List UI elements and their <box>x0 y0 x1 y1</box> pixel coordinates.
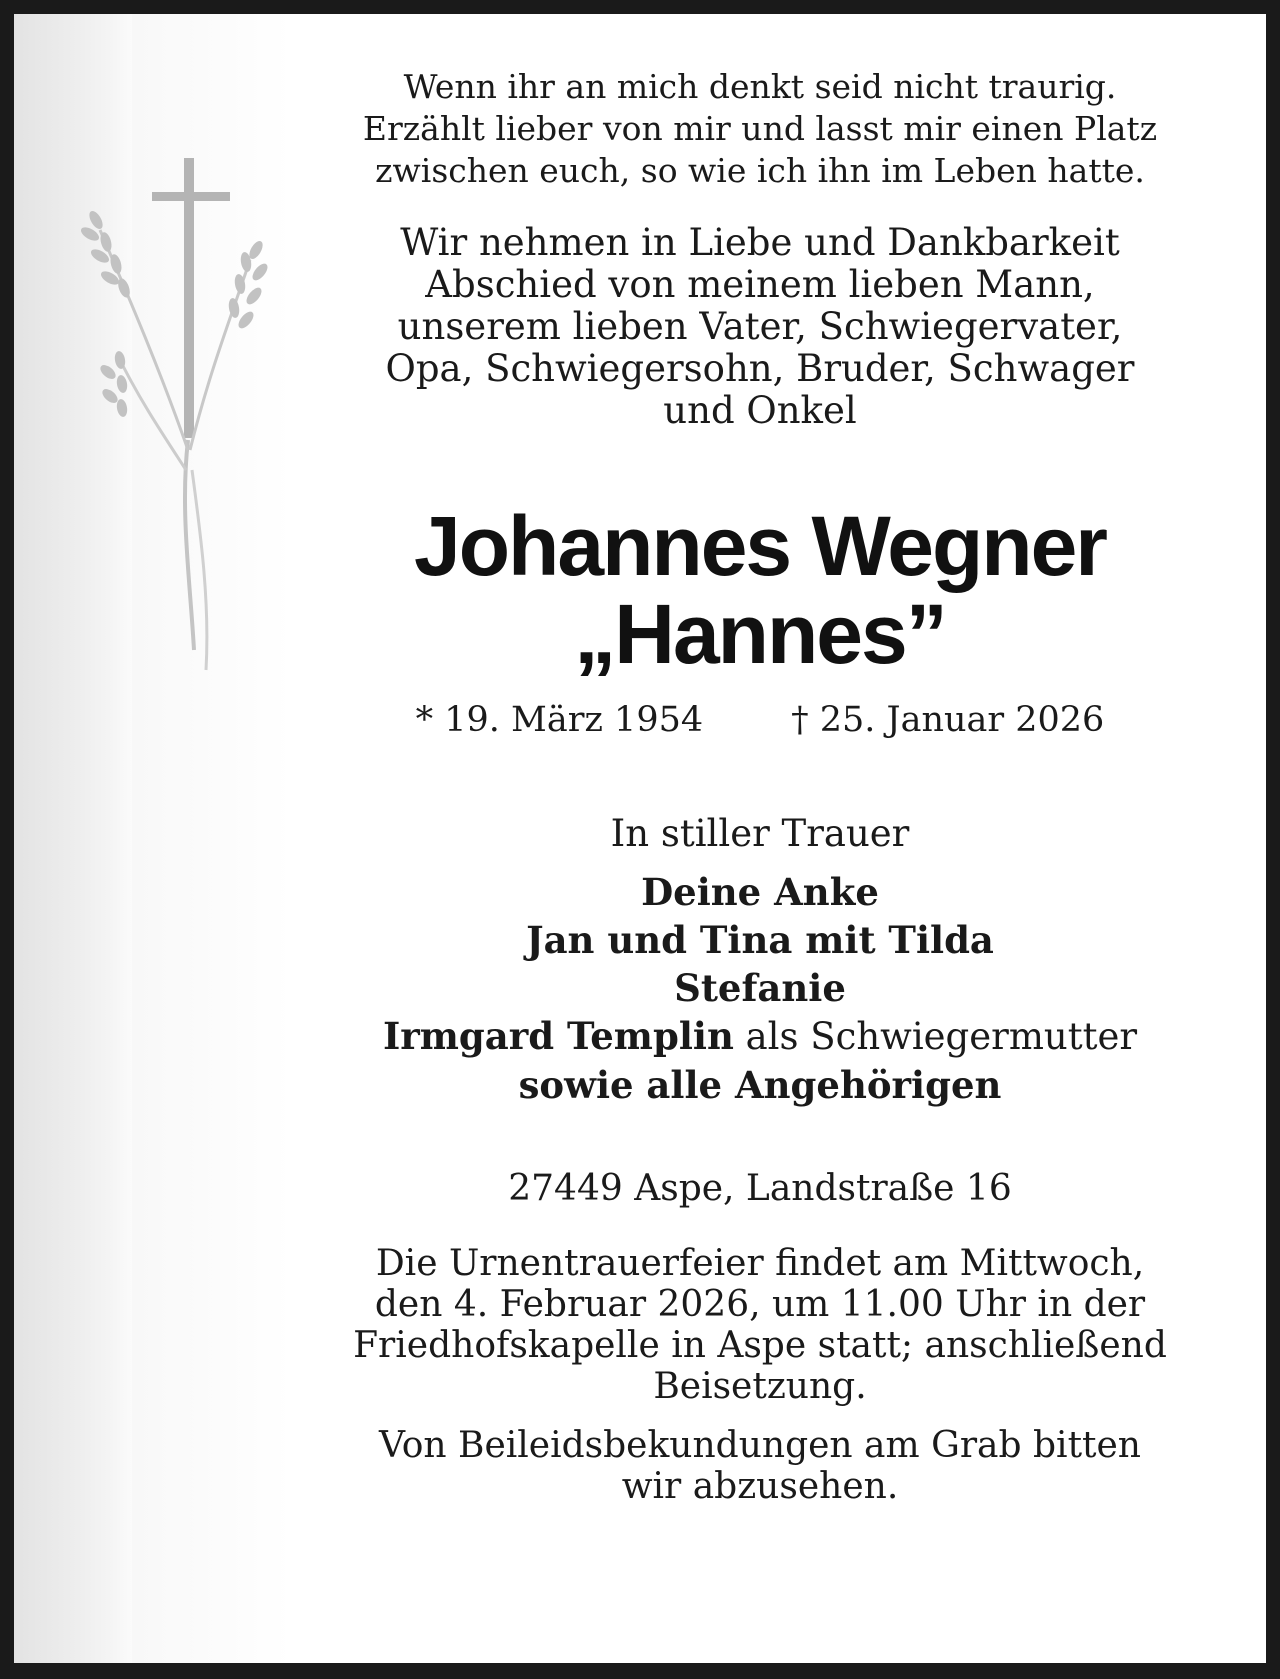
service-line: den 4. Februar 2026, um 11.00 Uhr in der <box>374 1284 1146 1325</box>
mourner-with-role <box>300 1012 1220 1061</box>
notice-content <box>300 66 1220 1507</box>
mourning-label: In stiller Trauer <box>610 812 910 855</box>
intro-line: und Onkel <box>663 389 857 432</box>
death-date: † 25. Januar 2026 <box>791 700 1105 740</box>
mourner-name: Irmgard Templin <box>382 1014 734 1058</box>
service-line: Friedhofskapelle in Aspe statt; anschließend <box>353 1325 1167 1366</box>
deceased-nickname: „Hannes” <box>574 587 946 681</box>
mourner: sowie alle Angehörigen <box>518 1063 1002 1107</box>
service-line: Beisetzung. <box>653 1366 867 1407</box>
poem <box>300 66 1220 192</box>
service-info <box>300 1243 1220 1407</box>
condolence-note <box>300 1425 1220 1507</box>
condolence-line: wir abzusehen. <box>621 1466 899 1507</box>
intro-line: Abschied von meinem lieben Mann, <box>425 263 1095 306</box>
condolence-line: Von Beileidsbekundungen am Grab bitten <box>379 1425 1141 1466</box>
deceased-name: Johannes Wegner <box>414 499 1106 593</box>
birth-date: * 19. März 1954 <box>415 700 704 740</box>
poem-line: zwischen euch, so wie ich ihn im Leben hatte. <box>375 151 1145 190</box>
intro-line: Wir nehmen in Liebe und Dankbarkeit <box>400 221 1120 264</box>
intro-line: unserem lieben Vater, Schwiegervater, <box>397 305 1123 348</box>
deceased-name-block <box>300 499 1220 681</box>
poem-line: Erzählt lieber von mir und lasst mir einen Platz <box>362 109 1158 148</box>
poem-line: Wenn ihr an mich denkt seid nicht traurig. <box>403 67 1117 106</box>
family-address: 27449 Aspe, Landstraße 16 <box>508 1168 1012 1209</box>
mourner: Jan und Tina mit Tilda <box>526 918 994 962</box>
mourners-list <box>300 868 1220 1109</box>
farewell-intro <box>300 222 1220 432</box>
mourner: Stefanie <box>674 966 846 1010</box>
life-dates <box>300 698 1220 742</box>
cross-with-wheat-icon <box>60 150 300 710</box>
service-line: Die Urnentrauerfeier findet am Mittwoch, <box>375 1243 1145 1284</box>
mourner-role: als Schwiegermutter <box>745 1015 1138 1058</box>
intro-line: Opa, Schwiegersohn, Bruder, Schwager <box>385 347 1135 390</box>
mourner: Deine Anke <box>641 870 879 914</box>
